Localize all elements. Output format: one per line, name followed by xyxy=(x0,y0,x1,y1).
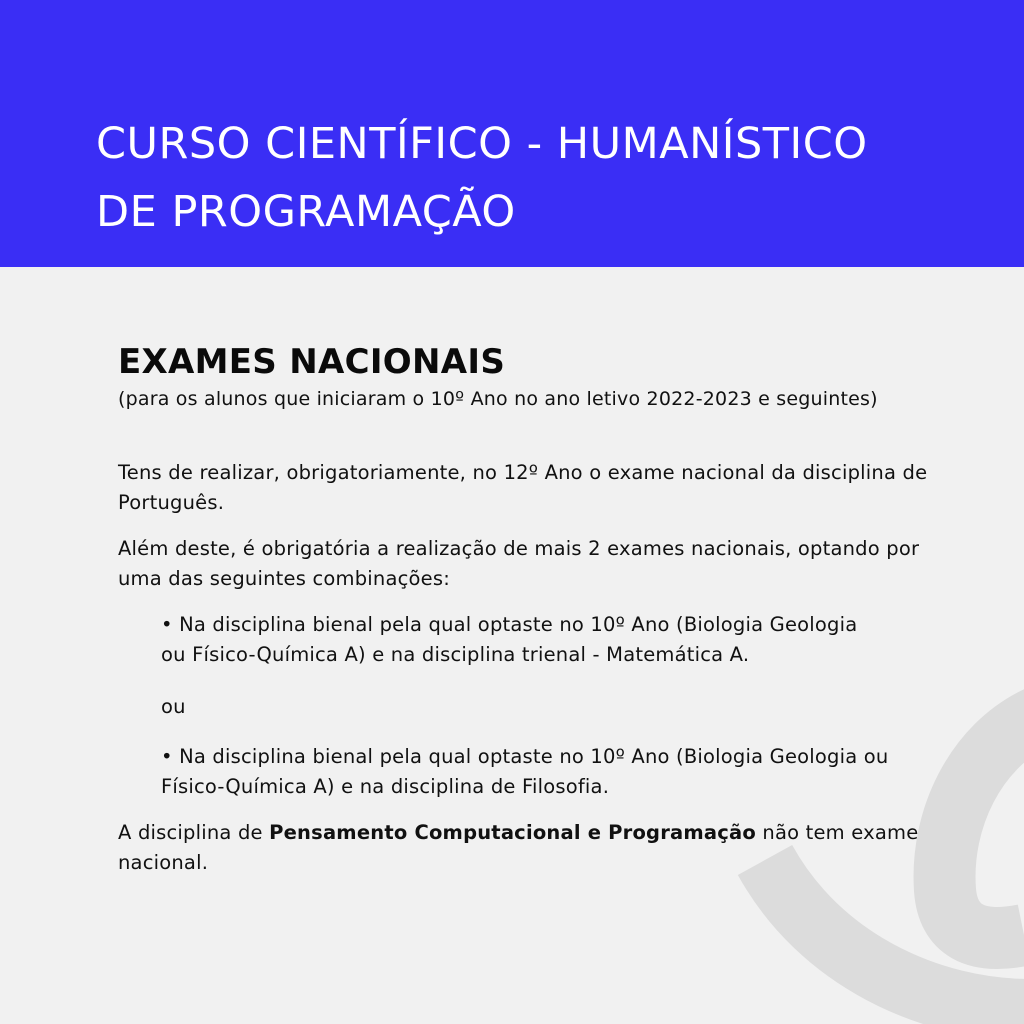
list-item-option-1 xyxy=(161,610,938,670)
note-prefix: A disciplina de xyxy=(118,821,270,844)
page-title-line-2: DE PROGRAMAÇÃO xyxy=(96,187,516,237)
paragraph-no-exam-note xyxy=(118,818,938,878)
note-subject-name: Pensamento Computacional e Programação xyxy=(269,821,756,844)
note-suffix: não tem exame nacional. xyxy=(118,821,919,874)
header-banner xyxy=(0,0,1024,267)
or-separator: ou xyxy=(161,695,186,718)
option-2-line-2: Físico-Química A) e na disciplina de Filosofia. xyxy=(161,775,610,798)
section-title: EXAMES NACIONAIS xyxy=(118,342,506,382)
main-content xyxy=(118,340,938,878)
page-title xyxy=(96,110,868,246)
page-title-line-1: CURSO CIENTÍFICO - HUMANÍSTICO xyxy=(96,119,868,169)
option-1-line-1: • Na disciplina bienal pela qual optaste no 10º Ano (Biologia Geologia xyxy=(161,613,858,636)
option-2-line-1: • Na disciplina bienal pela qual optaste no 10º Ano (Biologia Geologia ou xyxy=(161,745,889,768)
section-subtitle: (para os alunos que iniciaram o 10º Ano no ano letivo 2022-2023 e seguintes) xyxy=(118,388,878,410)
paragraph-portuguese-exam: Tens de realizar, obrigatoriamente, no 12º Ano o exame nacional da disciplina de Português. xyxy=(118,461,928,514)
list-item-option-2 xyxy=(161,742,938,802)
option-1-line-2: ou Físico-Química A) e na disciplina trienal - Matemática A. xyxy=(161,643,750,666)
paragraph-additional-exams: Além deste, é obrigatória a realização de mais 2 exames nacionais, optando por uma das seguintes combinações: xyxy=(118,537,920,590)
